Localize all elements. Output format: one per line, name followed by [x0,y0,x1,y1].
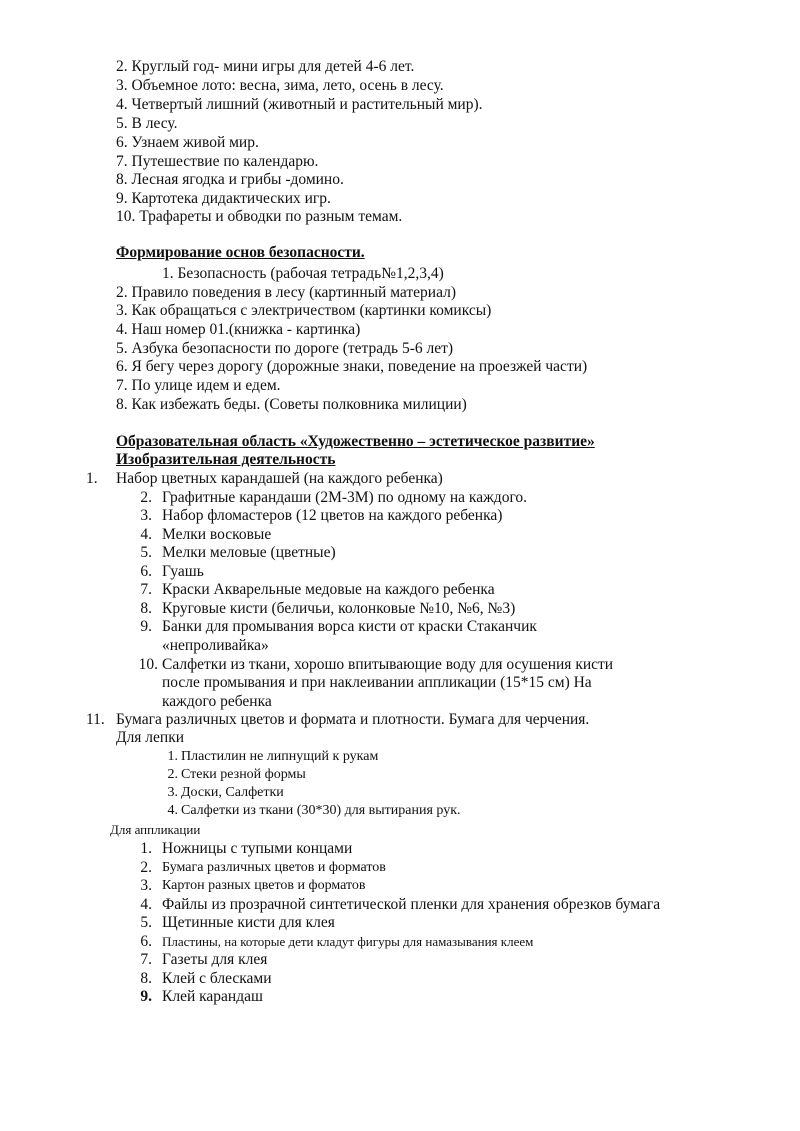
list-item: 6. Узнаем живой мир. [116,134,259,151]
section-subheading-drawing: Изобразительная деятельность [116,451,336,468]
list-item: Салфетки из ткани (30*30) для вытирания рук. [181,803,461,818]
list-item: 3. Объемное лото: весна, зима, лето, осень в лесу. [116,77,444,94]
list-item: Клей с блесками [162,970,272,987]
section-heading-art: Образовательная область «Художественно – эстетическое развитие» [116,433,595,450]
list-number: 1. [86,470,98,487]
list-item: Набор цветных карандашей (на каждого ребенка) [116,470,443,487]
list-number: 3. [140,507,152,524]
list-item: 7. Путешествие по календарю. [116,153,319,170]
list-number: 4. [167,803,178,818]
list-item-continuation: каждого ребенка [162,693,272,710]
list-item: 5. Азбука безопасности по дороге (тетрадь 5-6 лет) [116,340,454,357]
list-item: Мелки меловые (цветные) [162,544,336,561]
list-item: Стеки резной формы [181,767,306,782]
list-item: 2. Правило поведения в лесу (картинный материал) [116,284,457,301]
list-number: 7. [140,951,152,968]
list-number: 1. [167,749,178,764]
list-item: Газеты для клея [162,951,268,968]
list-number: 5. [140,544,152,561]
subsection-label-applique: Для аппликации [110,822,201,837]
list-item: 4. Четвертый лишний (животный и растительный мир). [116,96,483,113]
list-item: Мелки восковые [162,526,272,543]
list-number: 2. [140,489,152,506]
list-number: 6. [140,933,152,950]
list-number: 6. [140,563,152,580]
list-item: Набор фломастеров (12 цветов на каждого ребенка) [162,507,503,524]
list-item: 4. Наш номер 01.(книжка - картинка) [116,321,361,338]
list-item: Клей карандаш [162,988,263,1005]
list-item: 6. Я бегу через дорогу (дорожные знаки, поведение на проезжей части) [116,358,588,375]
list-number: 2. [140,859,152,876]
list-item: Файлы из прозрачной синтетической пленки для хранения обрезков бумага [162,896,661,913]
list-item: Бумага различных цветов и формата и плотности. Бумага для черчения. [116,711,590,728]
list-item: Краски Акварельные медовые на каждого ребенка [162,581,495,598]
list-number: 3. [167,785,178,800]
list-item: 1. Безопасность (рабочая тетрадь№1,2,3,4) [162,265,444,282]
list-number: 5. [140,914,152,931]
list-item: Круговые кисти (беличьи, колонковые №10, №6, №3) [162,600,516,617]
list-item: 5. В лесу. [116,115,178,132]
list-number: 9. [140,988,152,1005]
list-number: 9. [140,618,152,635]
list-number: 8. [140,970,152,987]
list-item: 9. Картотека дидактических игр. [116,190,331,207]
list-item: 8. Лесная ягодка и грибы -домино. [116,171,344,188]
list-item: Бумага различных цветов и форматов [162,860,386,875]
list-item: Пластины, на которые дети кладут фигуры для намазывания клеем [162,934,534,949]
list-item: Банки для промывания ворса кисти от краски Стаканчик [162,618,537,635]
list-item-continuation: «непроливайка» [162,637,269,654]
list-item: 2. Круглый год- мини игры для детей 4-6 лет. [116,58,415,75]
section-heading-safety: Формирование основ безопасности. [116,244,365,261]
list-number: 4. [140,896,152,913]
list-item: 3. Как обращаться с электричеством (картинки комиксы) [116,302,492,319]
list-item: Картон разных цветов и форматов [162,878,366,893]
list-number: 1. [140,840,152,857]
list-number: 2. [167,767,178,782]
list-item: Щетинные кисти для клея [162,914,335,931]
list-number: 8. [140,600,152,617]
list-number: 4. [140,526,152,543]
list-number: 10. [138,656,158,673]
list-item: 10. Трафареты и обводки по разным темам. [116,208,403,225]
list-item: Графитные карандаши (2М-3М) по одному на каждого. [162,489,528,506]
list-item: 8. Как избежать беды. (Советы полковника милиции) [116,396,467,413]
subsection-label-modeling: Для лепки [116,729,185,746]
list-number: 11. [86,711,105,728]
list-number: 3. [140,877,152,894]
list-item: Пластилин не липнущий к рукам [181,749,379,764]
list-item: Гуашь [162,563,204,580]
list-item: 7. По улице идем и едем. [116,377,281,394]
list-item: Салфетки из ткани, хорошо впитывающие воду для осушения кисти [162,656,614,673]
list-number: 7. [140,581,152,598]
list-item: Ножницы с тупыми концами [162,840,353,857]
list-item: Доски, Салфетки [181,785,284,800]
list-item-continuation: после промывания и при наклеивании аппликации (15*15 см) На [162,674,592,691]
